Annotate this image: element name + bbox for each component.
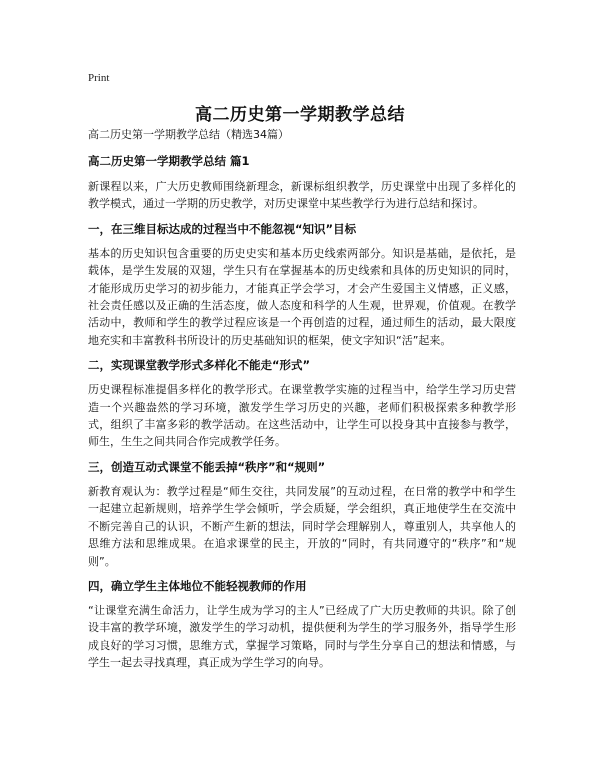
section-2-body: 历史课程标准提倡多样化的教学形式。在课堂教学实施的过程当中，给学生学习历史营造一个兴趣盎然的学习环境，激发学生学习历史的兴趣，老师们积极探索多种教学形式，组织了丰富多彩的教学活动。在这些活动中，让学生可以投身其中直接参与教学，师生，生生之间共同合作完成教学任务。 [88,383,516,449]
article-heading: 高二历史第一学期教学总结 篇1 [88,154,250,168]
section-3-body: 新教育观认为：教学过程是“师生交往，共同发展”的互动过程，在日常的教学中和学生一起建立起新规则，培养学生学会倾听，学会质疑，学会组织，真正地使学生在交流中不断完善自己的认识，不断产生新的想法，同时学会理解别人，尊重别人，共享他人的思维方法和思维成果。在追求课堂的民主，开放的“同时，有共同遵守的“秩序”和“规则”。 [88,484,516,568]
document-body [88,128,516,681]
section-4-heading: 四，确立学生主体地位不能轻视教师的作用 [88,578,307,593]
page-title: 高二历史第一学期教学总结 [195,105,405,125]
section-4-body: “让课堂充满生命活力，让学生成为学习的主人”已经成了广大历史教师的共识。除了创设丰富的教学环境，激发学生的学习动机，提供便利为学生的学习服务外，指导学生形成良好的学习习惯，思维方式，掌握学习策略，同时与学生分享自己的想法和情感，与学生一起去寻找真理，真正成为学生学习的向导。 [88,603,516,670]
section-1-heading: 一，在三维目标达成的过程当中不能忽视“知识”目标 [88,221,357,236]
section-2-heading: 二，实现课堂教学形式多样化不能走“形式” [88,358,311,373]
section-3-heading: 三，创造互动式课堂不能丢掉“秩序”和“规则” [88,459,326,474]
print-link[interactable]: Print [88,72,110,84]
intro-paragraph: 新课程以来，广大历史教师围绕新理念，新课标组织教学，历史课堂中出现了多样化的教学模式，通过一学期的历史教学，对历史课堂中某些教学行为进行总结和探讨。 [88,180,516,211]
section-1-body: 基本的历史知识包含重要的历史史实和基本历史线索两部分。知识是基础，是依托，是载体，是学生发展的双翅，学生只有在掌握基本的历史线索和具体的历史知识的同时，才能形成历史学习的初步能力，才能真正学会学习，才会产生爱国主义情感，正义感，社会责任感以及正确的生活态度，做人态度和科学的人生观，世界观，价值观。在教学活动中，教师和学生的教学过程应该是一个再创造的过程，通过师生的活动，最大限度地充实和丰富教科书所设计的历史基础知识的框架，使文字知识“活”起来。 [88,246,516,347]
document-subtitle: 高二历史第一学期教学总结（精选34篇） [88,128,289,141]
